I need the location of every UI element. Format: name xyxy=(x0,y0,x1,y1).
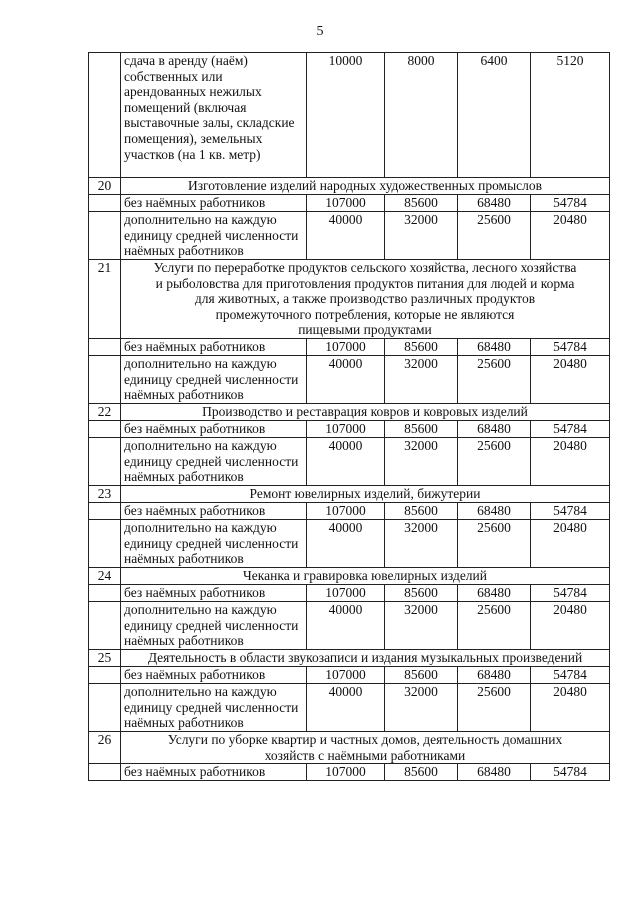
section-header-row xyxy=(89,486,610,503)
rate-value-cell: 20480 xyxy=(531,684,610,732)
rate-value-cell: 40000 xyxy=(307,520,385,568)
row-number-cell xyxy=(89,421,121,438)
rate-value-cell: 40000 xyxy=(307,602,385,650)
rate-value-cell: 25600 xyxy=(458,438,531,486)
section-title xyxy=(121,650,610,667)
description-line: собственных или xyxy=(124,68,223,84)
section-title xyxy=(121,486,610,503)
table-row xyxy=(89,195,610,212)
rate-value-cell: 40000 xyxy=(307,356,385,404)
section-title-line: и рыболовства для приготовления продуктов питания для людей и корма xyxy=(155,275,575,291)
description-line: наёмных работников xyxy=(124,633,244,649)
row-description-cell xyxy=(121,503,307,520)
description-line: без наёмных работников xyxy=(124,195,266,210)
description-line: помещения), земельных xyxy=(124,130,263,146)
row-description-cell xyxy=(121,602,307,650)
row-description-cell xyxy=(121,684,307,732)
rate-value-cell: 32000 xyxy=(385,602,458,650)
row-description-cell xyxy=(121,667,307,684)
section-title-line: Деятельность в области звукозаписи и издания музыкальных произведений xyxy=(147,650,583,665)
description-line: дополнительно на каждую xyxy=(124,602,277,617)
description-line: единицу средней численности xyxy=(124,617,299,633)
rate-value-cell: 85600 xyxy=(385,503,458,520)
description-line: дополнительно на каждую xyxy=(124,438,277,453)
rate-value-cell: 32000 xyxy=(385,356,458,404)
section-number: 21 xyxy=(89,260,121,339)
rate-value-cell: 8000 xyxy=(385,53,458,178)
description-line: наёмных работников xyxy=(124,387,244,403)
rate-value-cell: 85600 xyxy=(385,195,458,212)
description-line: без наёмных работников xyxy=(124,585,266,600)
rate-value-cell: 40000 xyxy=(307,438,385,486)
row-number-cell xyxy=(89,339,121,356)
section-title-line: Производство и реставрация ковров и ковровых изделий xyxy=(202,404,528,419)
table-row xyxy=(89,212,610,260)
section-title-line: Ремонт ювелирных изделий, бижутерии xyxy=(249,486,481,501)
section-title-line: Изготовление изделий народных художественных промыслов xyxy=(187,178,543,193)
rate-value-cell: 25600 xyxy=(458,684,531,732)
rate-value-cell: 68480 xyxy=(458,764,531,781)
rate-value-cell: 68480 xyxy=(458,195,531,212)
table-row xyxy=(89,684,610,732)
description-line: единицу средней численности xyxy=(124,371,299,387)
rate-value-cell: 107000 xyxy=(307,503,385,520)
rate-value-cell: 85600 xyxy=(385,764,458,781)
rate-value-cell: 85600 xyxy=(385,421,458,438)
row-description-cell xyxy=(121,212,307,260)
section-header-row xyxy=(89,732,610,764)
row-number-cell xyxy=(89,195,121,212)
section-title-line: промежуточного потребления, которые не являются xyxy=(215,306,515,322)
description-line: единицу средней численности xyxy=(124,453,299,469)
table-row xyxy=(89,438,610,486)
row-number-cell xyxy=(89,438,121,486)
section-title-line: пищевыми продуктами xyxy=(298,322,432,338)
rate-value-cell: 32000 xyxy=(385,212,458,260)
description-line: дополнительно на каждую xyxy=(124,520,277,535)
row-number-cell xyxy=(89,684,121,732)
section-title-line: хозяйств с наёмными работниками xyxy=(264,747,466,763)
description-line: без наёмных работников xyxy=(124,421,266,436)
table-row xyxy=(89,503,610,520)
row-description-cell xyxy=(121,339,307,356)
description-line: единицу средней численности xyxy=(124,699,299,715)
description-line: выставочные залы, складские xyxy=(124,115,295,131)
row-number-cell xyxy=(89,53,121,178)
row-number-cell xyxy=(89,212,121,260)
rate-value-cell: 54784 xyxy=(531,585,610,602)
section-number: 20 xyxy=(89,178,121,195)
rate-value-cell: 68480 xyxy=(458,421,531,438)
rate-value-cell: 54784 xyxy=(531,421,610,438)
description-line: наёмных работников xyxy=(124,551,244,567)
row-description-cell xyxy=(121,421,307,438)
rate-value-cell: 5120 xyxy=(531,53,610,178)
rate-value-cell: 25600 xyxy=(458,356,531,404)
description-line: наёмных работников xyxy=(124,715,244,731)
rate-value-cell: 54784 xyxy=(531,503,610,520)
rate-value-cell: 85600 xyxy=(385,667,458,684)
section-header-row xyxy=(89,260,610,339)
section-title-line: Услуги по уборке квартир и частных домов, деятельность домашних xyxy=(167,732,563,747)
description-line: дополнительно на каждую xyxy=(124,356,277,371)
rate-value-cell: 25600 xyxy=(458,520,531,568)
section-title xyxy=(121,260,610,339)
section-header-row xyxy=(89,568,610,585)
page-number: 5 xyxy=(316,24,324,39)
table-row xyxy=(89,602,610,650)
rate-value-cell: 107000 xyxy=(307,195,385,212)
row-description-cell xyxy=(121,520,307,568)
description-line: наёмных работников xyxy=(124,243,244,259)
row-number-cell xyxy=(89,356,121,404)
rate-value-cell: 54784 xyxy=(531,339,610,356)
section-number: 23 xyxy=(89,486,121,503)
description-line: сдача в аренду (наём) xyxy=(124,53,248,68)
rate-value-cell: 107000 xyxy=(307,585,385,602)
rate-value-cell: 25600 xyxy=(458,212,531,260)
row-number-cell xyxy=(89,520,121,568)
section-title xyxy=(121,178,610,195)
table-row xyxy=(89,520,610,568)
section-header-row xyxy=(89,178,610,195)
section-header-row xyxy=(89,650,610,667)
description-line: без наёмных работников xyxy=(124,667,266,682)
description-line: дополнительно на каждую xyxy=(124,212,277,227)
rate-value-cell: 68480 xyxy=(458,667,531,684)
rate-value-cell: 107000 xyxy=(307,339,385,356)
rate-value-cell: 85600 xyxy=(385,585,458,602)
rate-value-cell: 107000 xyxy=(307,764,385,781)
rate-value-cell: 20480 xyxy=(531,520,610,568)
rate-value-cell: 40000 xyxy=(307,212,385,260)
section-title-line: Чеканка и гравировка ювелирных изделий xyxy=(243,568,487,583)
table-row xyxy=(89,53,610,178)
section-header-row xyxy=(89,404,610,421)
rate-value-cell: 32000 xyxy=(385,438,458,486)
row-number-cell xyxy=(89,503,121,520)
row-description-cell xyxy=(121,195,307,212)
rate-value-cell: 20480 xyxy=(531,438,610,486)
description-line: дополнительно на каждую xyxy=(124,684,277,699)
description-line: без наёмных работников xyxy=(124,503,266,518)
section-title-line: Услуги по переработке продуктов сельского хозяйства, лесного хозяйства xyxy=(153,260,577,275)
row-description-cell xyxy=(121,764,307,781)
section-number: 26 xyxy=(89,732,121,764)
description-line: наёмных работников xyxy=(124,469,244,485)
rate-value-cell: 54784 xyxy=(531,667,610,684)
description-line: арендованных нежилых xyxy=(124,84,262,100)
table-body xyxy=(89,53,610,781)
rate-value-cell: 32000 xyxy=(385,684,458,732)
section-title-line: для животных, а также производство различных продуктов xyxy=(194,291,536,307)
table-row xyxy=(89,339,610,356)
section-title xyxy=(121,732,610,764)
row-description-cell xyxy=(121,53,307,178)
description-line: помещений (включая xyxy=(124,99,247,115)
rate-value-cell: 68480 xyxy=(458,339,531,356)
description-line: без наёмных работников xyxy=(124,764,266,780)
section-number: 22 xyxy=(89,404,121,421)
rate-value-cell: 68480 xyxy=(458,503,531,520)
section-number: 25 xyxy=(89,650,121,667)
rate-value-cell: 40000 xyxy=(307,684,385,732)
row-number-cell xyxy=(89,667,121,684)
rate-value-cell: 20480 xyxy=(531,356,610,404)
row-number-cell xyxy=(89,602,121,650)
rate-value-cell: 85600 xyxy=(385,339,458,356)
description-line: единицу средней численности xyxy=(124,535,299,551)
table-row xyxy=(89,764,610,781)
table-row xyxy=(89,421,610,438)
section-title xyxy=(121,404,610,421)
rate-value-cell: 10000 xyxy=(307,53,385,178)
tax-rate-table xyxy=(88,52,610,781)
table-row xyxy=(89,356,610,404)
description-line: участков (на 1 кв. метр) xyxy=(124,146,261,162)
rate-value-cell: 107000 xyxy=(307,667,385,684)
rate-value-cell: 54784 xyxy=(531,195,610,212)
row-number-cell xyxy=(89,764,121,781)
row-description-cell xyxy=(121,585,307,602)
row-description-cell xyxy=(121,356,307,404)
section-number: 24 xyxy=(89,568,121,585)
rate-value-cell: 6400 xyxy=(458,53,531,178)
rate-value-cell: 107000 xyxy=(307,421,385,438)
row-description-cell xyxy=(121,438,307,486)
rate-value-cell: 20480 xyxy=(531,212,610,260)
rate-value-cell: 32000 xyxy=(385,520,458,568)
rate-value-cell: 25600 xyxy=(458,602,531,650)
rate-value-cell: 68480 xyxy=(458,585,531,602)
section-title xyxy=(121,568,610,585)
rate-value-cell: 54784 xyxy=(531,764,610,781)
table-row xyxy=(89,585,610,602)
row-number-cell xyxy=(89,585,121,602)
table-row xyxy=(89,667,610,684)
rate-value-cell: 20480 xyxy=(531,602,610,650)
description-line: единицу средней численности xyxy=(124,227,299,243)
description-line: без наёмных работников xyxy=(124,339,266,354)
